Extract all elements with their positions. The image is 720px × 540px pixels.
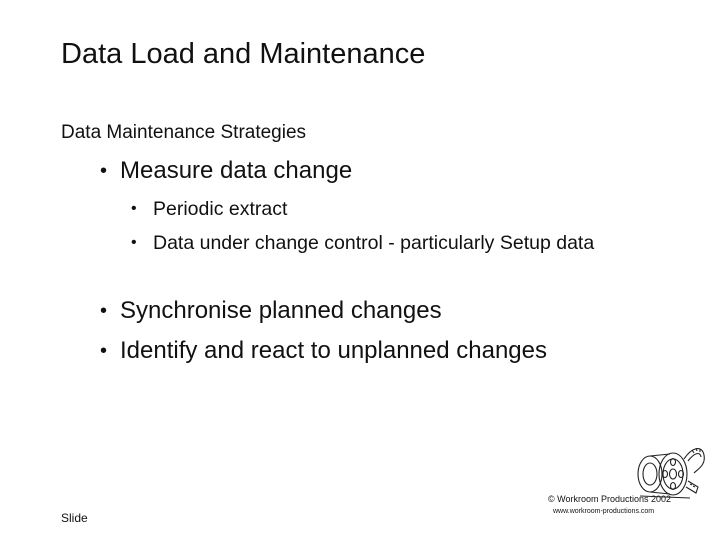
bullet-text: Synchronise planned changes bbox=[120, 297, 442, 324]
bullet-marker: • bbox=[100, 300, 108, 322]
slide-title: Data Load and Maintenance bbox=[61, 38, 426, 70]
bullet-marker: • bbox=[100, 340, 108, 362]
bullet-marker: • bbox=[100, 160, 108, 182]
copyright-text: © Workroom Productions 2002 bbox=[548, 494, 672, 504]
website-url: www.workroom-productions.com bbox=[553, 508, 655, 515]
film-reel-icon bbox=[618, 441, 708, 503]
bullet-text: Identify and react to unplanned changes bbox=[120, 337, 547, 364]
section-subtitle: Data Maintenance Strategies bbox=[61, 122, 307, 143]
sub-bullet-marker: • bbox=[131, 200, 137, 217]
footer-slide-label: Slide bbox=[61, 511, 88, 525]
bullet-text: Measure data change bbox=[120, 157, 353, 184]
sub-bullet-marker: • bbox=[131, 234, 137, 251]
sub-bullet-text: Periodic extract bbox=[153, 198, 288, 220]
sub-bullet-text: Data under change control - particularly Setup data bbox=[153, 232, 595, 254]
